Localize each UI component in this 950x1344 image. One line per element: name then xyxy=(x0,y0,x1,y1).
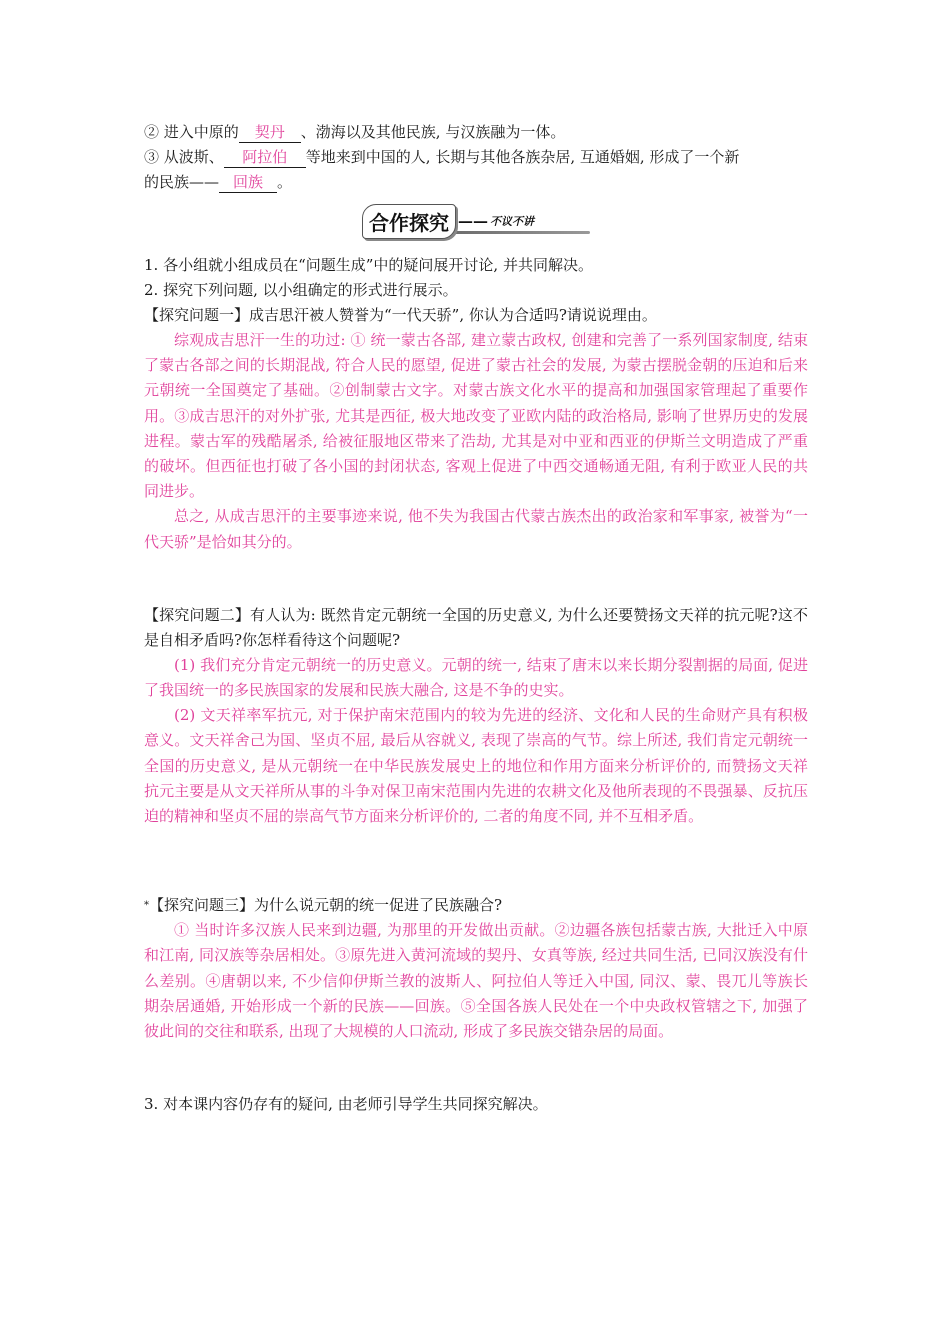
intro-line-4: 的民族—— 回族 。 xyxy=(144,173,293,191)
answer-3-para-1: ① 当时许多汉族人民来到边疆, 为那里的开发做出贡献。②边疆各族包括蒙古族, 大批迁入中原和江南, 同汉族等杂居相处。③原先进入黄河流域的契丹、女真等族, 经过共同生活, 已同汉族没有什么差别。④唐朝以来, 不少信仰伊斯兰教的波斯人、阿拉伯人等迁入中国, 同汉、蒙、畏兀儿等族长期杂居通婚, 开始形成一个新的民族——回族。⑤全国各族人民处在一个中央政权管辖之下, 加强了彼此间的交往和联系, 出现了大规模的人口流动, 形成了多民族交错杂居的局面。 xyxy=(144,921,808,1041)
document-page xyxy=(144,118,808,1117)
answer-1-para-1: 综观成吉思汗一生的功过: ① 统一蒙古各部, 建立蒙古政权, 创建和完善了一系列国家制度, 结束了蒙古各部之间的长期混战, 符合人民的愿望, 促进了蒙古社会的发展, 为蒙古摆脱金朝的压迫和后来元朝统一全国奠定了基础。②创制蒙古文字。对蒙古族文化水平的提高和加强国家管理起了重要作用。③成吉思汗的对外扩张, 尤其是西征, 极大地改变了亚欧内陆的政治格局, 影响了世界历史的发展进程。蒙古军的残酷屠杀, 给被征服地区带来了浩劫, 尤其是对中亚和西亚的伊斯兰文明造成了严重的破坏。但西征也打破了各小国的封闭状态, 客观上促进了中西交通畅通无阻, 有利于欧亚人民的共同进步。 xyxy=(144,331,808,501)
step-2: 2. 探究下列问题, 以小组确定的形式进行展示。 xyxy=(144,281,458,299)
question-2: 【探究问题二】有人认为: 既然肯定元朝统一全国的历史意义, 为什么还要赞扬文天祥的抗元呢?这不是自相矛盾吗?你怎样看待这个问题呢? xyxy=(144,605,808,649)
intro-line-2: ② 进入中原的 契丹 、渤海以及其他民族, 与汉族融为一体。 xyxy=(144,123,566,141)
section-header xyxy=(144,199,808,249)
blank-khitan: 契丹 xyxy=(239,122,301,143)
question-1: 【探究问题一】成吉思汗被人赞誉为“一代天骄”, 你认为合适吗?请说说理由。 xyxy=(144,306,657,324)
step-3: 3. 对本课内容仍存有的疑问, 由老师引导学生共同探究解决。 xyxy=(144,1095,548,1114)
step-1: 1. 各小组就小组成员在“问题生成”中的疑问展开讨论, 并共同解决。 xyxy=(144,256,593,274)
blank-arab: 阿拉伯 xyxy=(224,147,306,168)
blank-hui: 回族 xyxy=(219,172,277,193)
section-subtitle: 不议不讲 xyxy=(490,215,534,228)
optional-star: * xyxy=(144,900,149,912)
section-title: 合作探究 xyxy=(362,204,456,239)
answer-2-para-2: (2) 文天祥率军抗元, 对于保护南宋范围内的较为先进的经济、文化和人民的生命财产具有积极意义。文天祥舍己为国、坚贞不屈, 最后从容就义, 表现了崇高的气节。综上所述, 我们肯定元朝统一全国的历史意义, 是从元朝统一在中华民族发展史上的地位和作用方面来分析评价的, 而赞扬文天祥抗元主要是从文天祥所从事的斗争对保卫南宋范围内先进的农耕文化及他所表现的不畏强暴、反抗压迫的精神和坚贞不屈的崇高气节方面来分析评价的, 二者的角度不同, 并不互相矛盾。 xyxy=(144,706,808,826)
question-3: *【探究问题三】为什么说元朝的统一促进了民族融合? xyxy=(144,896,503,915)
section-header-box xyxy=(362,201,584,241)
answer-2-para-1: (1) 我们充分肯定元朝统一的历史意义。元朝的统一, 结束了唐末以来长期分裂割据的局面, 促进了我国统一的多民族国家的发展和民族大融合, 这是不争的史实。 xyxy=(144,655,808,700)
section-dash: —— xyxy=(458,212,488,230)
answer-1-para-2: 总之, 从成吉思汗的主要事迹来说, 他不失为我国古代蒙古族杰出的政治家和军事家, 被誉为“一代天骄”是恰如其分的。 xyxy=(144,507,808,551)
intro-line-3: ③ 从波斯、 阿拉伯 等地来到中国的人, 长期与其他各族杂居, 互通婚姻, 形成了一个新 xyxy=(144,148,740,166)
